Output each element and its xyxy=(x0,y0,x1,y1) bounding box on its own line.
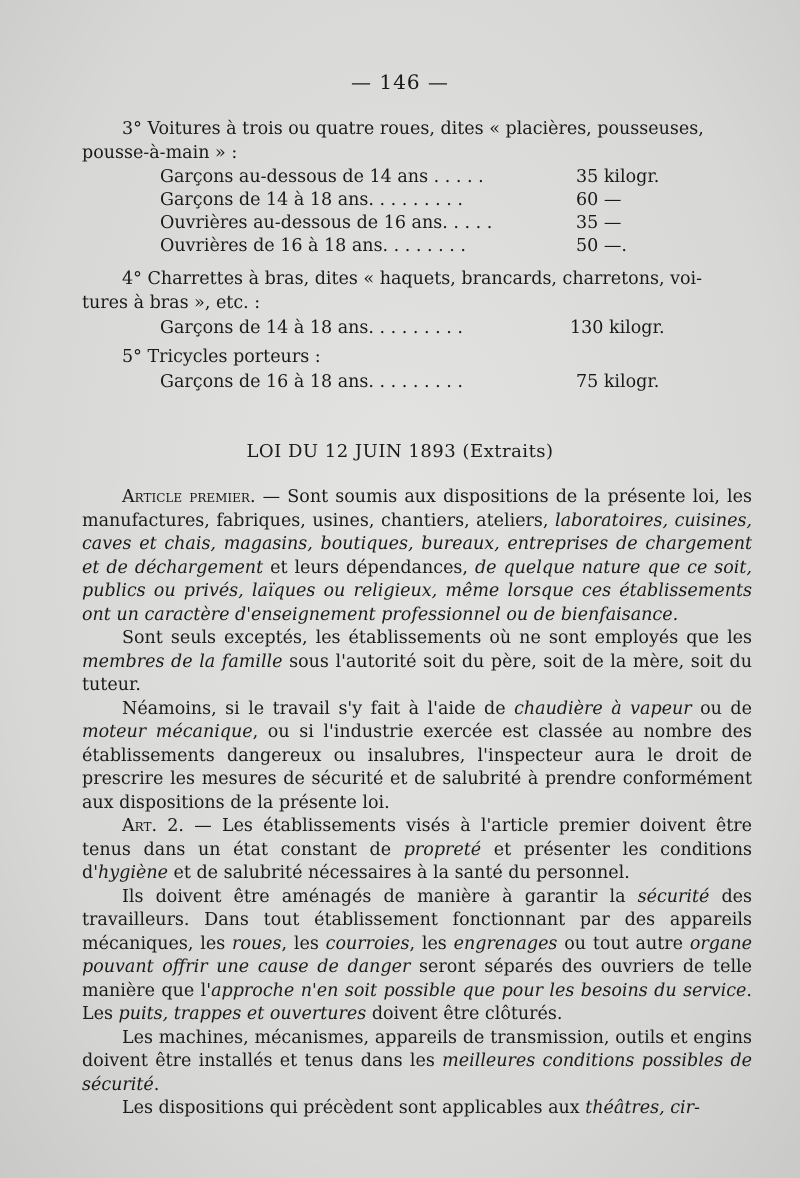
paragraph-exceptes: Sont seuls exceptés, les établissements où ne sont employés que les membres de la famille sous l'autorité soit du père, soit de la mère, soit du tuteur. xyxy=(82,628,752,695)
row-label: Garçons au-dessous de 14 ans . . . . . xyxy=(160,167,484,187)
paragraph-machines: Les machines, mécanismes, appareils de transmission, outils et engins doivent être installés et tenus dans les meilleures conditions possibles de sécurité. xyxy=(82,1027,753,1095)
row-value: 60 — xyxy=(576,190,622,210)
row-label: Ouvrières de 16 à 18 ans. . . . . . . . xyxy=(160,236,466,256)
article-2: Art. 2. — Les établissements visés à l'article premier doivent être tenus dans un état constant de propreté et présenter les conditions d'hygiène et de salubrité nécessaires à la santé du personnel. xyxy=(82,816,752,883)
paragraph-dispositions: Les dispositions qui précèdent sont applicables aux théâtres, cir- xyxy=(122,1098,700,1118)
paragraph-neamoins: Néamoins, si le travail s'y fait à l'aide de chaudière à vapeur ou de moteur mécanique, ou si l'industrie exercée est classée au nombre des établissements dangereux ou insalubres, l'inspecteur aura le droit de prescrire les mesures de sécurité et de salubrité à prendre conformément aux dispositions de la présente loi. xyxy=(82,698,752,813)
table-row xyxy=(160,318,680,342)
article-label: Art. 2. xyxy=(122,816,184,836)
table-row xyxy=(160,190,680,214)
row-label: Ouvrières au-dessous de 16 ans. . . . . xyxy=(160,213,493,233)
table-row xyxy=(160,213,680,237)
section-3-intro: 3° Voitures à trois ou quatre roues, dites « placières, pousseuses, pousse-à-main » : xyxy=(82,119,704,163)
row-value: 35 — xyxy=(576,213,622,233)
section-5-intro: 5° Tricycles porteurs : xyxy=(122,347,321,367)
row-value: 75 kilogr. xyxy=(576,372,660,392)
table-row xyxy=(160,372,680,396)
row-label: Garçons de 14 à 18 ans. . . . . . . . . xyxy=(160,190,463,210)
article-1: Article premier. — Sont soumis aux dispositions de la présente loi, les manufactures, fabriques, usines, chantiers, ateliers, laboratoires, cuisines, caves et chais, magasins, boutiques, bureaux, entreprises de chargement et de déchargement et leurs dépendances, de quelque nature que ce soit, publics ou privés, laïques ou religieux, même lorsque ces établissements ont un caractère d'enseignement professionnel ou de bienfaisance. xyxy=(82,487,752,625)
row-value: 50 —. xyxy=(576,236,627,256)
article-label: Article premier. xyxy=(122,487,256,507)
page-number: — 146 — xyxy=(351,70,449,94)
law-body xyxy=(82,486,752,1121)
table-row xyxy=(160,236,680,260)
row-label: Garçons de 14 à 18 ans. . . . . . . . . xyxy=(160,318,463,338)
law-heading: LOI DU 12 JUIN 1893 (Extraits) xyxy=(246,441,554,462)
section-4-intro: 4° Charrettes à bras, dites « haquets, brancards, charretons, voi- tures à bras », etc. : xyxy=(82,269,703,313)
table-row xyxy=(160,167,680,191)
row-value: 35 kilogr. xyxy=(576,167,660,187)
paragraph-amenages: Ils doivent être aménagés de manière à garantir la sécurité des travailleurs. Dans tout établissement fonctionnant par des appareils mécaniques, les roues, les courroies, les engrenages ou tout autre organe pouvant offrir une cause de danger seront séparés des ouvriers de telle manière que l'approche n'en soit possible que pour les besoins du service. Les puits, trappes et ouvertures doivent être clôturés. xyxy=(82,886,753,1024)
row-value: 130 kilogr. xyxy=(570,318,665,338)
row-label: Garçons de 16 à 18 ans. . . . . . . . . xyxy=(160,372,463,392)
